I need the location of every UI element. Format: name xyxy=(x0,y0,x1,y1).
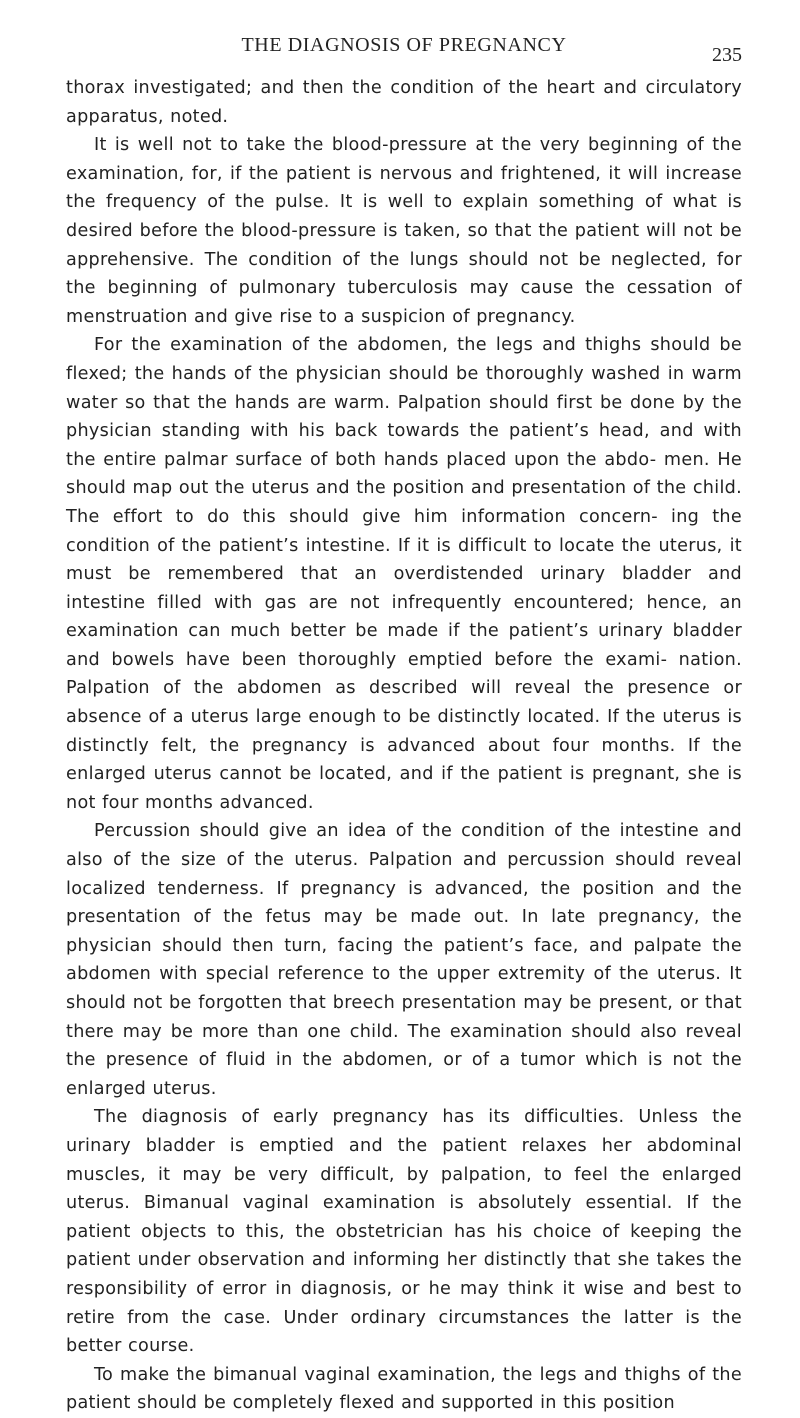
paragraph-abdomen-examination: For the examination of the abdomen, the legs and thighs should be flexed; the hands of the physician should be thoroughly washed in warm water so that the hands are warm. Palpation should first be done by the physician standing with his back towards the patient’s head, and with the entire palmar surface of both hands placed upon the abdo- men. He should map out the uterus and the position and presentation of the child. The effort to do this should give him information concern- ing the condition of the patient’s intestine. If it is difficult to locate the uterus, it must be remembered that an overdistended urinary bladder and intestine filled with gas are not infrequently encountered; hence, an examination can much better be made if the patient’s urinary bladder and bowels have been thoroughly emptied before the exami- nation. Palpation of the abdomen as described will reveal the presence or absence of a uterus large enough to be distinctly located. If the uterus is distinctly felt, the pregnancy is advanced about four months. If the enlarged uterus cannot be located, and if the patient is pregnant, she is not four months advanced. xyxy=(66,335,742,813)
paragraph-continuation: thorax investigated; and then the condition of the heart and circulatory apparatus, noted. xyxy=(66,78,742,127)
paragraph-percussion: Percussion should give an idea of the condition of the intestine and also of the size of the uterus. Palpation and percussion should reveal localized tenderness. If pregnancy is advanced, the position and the presentation of the fetus may be made out. In late pregnancy, the physician should then turn, facing the patient’s face, and palpate the abdomen with special reference to the upper extremity of the uterus. It should not be forgotten that breech presentation may be present, or that there may be more than one child. The examination should also reveal the presence of fluid in the abdomen, or of a tumor which is not the enlarged uterus. xyxy=(66,821,742,1099)
paragraph-blood-pressure: It is well not to take the blood-pressure at the very beginning of the examination, for, if the patient is nervous and frightened, it will increase the frequency of the pulse. It is well to explain something of what is desired before the blood-pressure is taken, so that the patient will not be apprehensive. The condition of the lungs should not be neglected, for the beginning of pulmonary tuberculosis may cause the cessation of menstruation and give rise to a suspicion of pregnancy. xyxy=(66,135,742,327)
page-header xyxy=(66,34,742,64)
running-head: THE DIAGNOSIS OF PREGNANCY xyxy=(241,34,567,56)
page-number: 235 xyxy=(712,44,742,66)
paragraph-bimanual-examination: To make the bimanual vaginal examination, the legs and thighs of the patient should be completely flexed and supported in this position xyxy=(66,1364,742,1414)
body-text xyxy=(66,74,742,1418)
paragraph-early-pregnancy: The diagnosis of early pregnancy has its difficulties. Unless the urinary bladder is emptied and the patient relaxes her abdominal muscles, it may be very difficult, by palpation, to feel the enlarged uterus. Bimanual vaginal examination is absolutely essential. If the patient objects to this, the obstetrician has his choice of keeping the patient under observation and informing her distinctly that she takes the responsibility of error in diagnosis, or he may think it wise and best to retire from the case. Under ordinary circumstances the latter is the better course. xyxy=(66,1107,742,1357)
